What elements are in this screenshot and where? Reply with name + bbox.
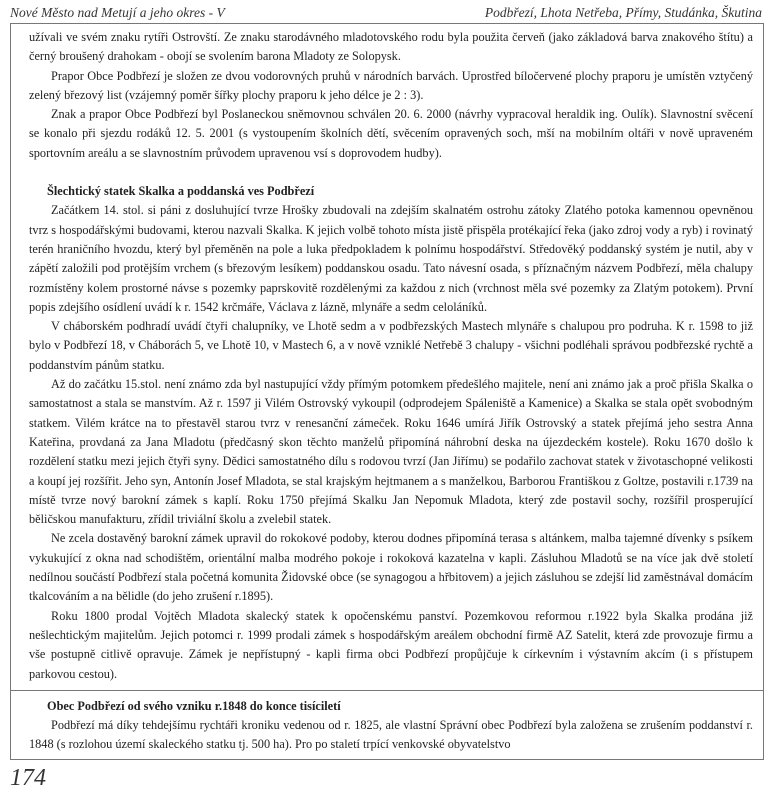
section-heading-skalka: Šlechtický statek Skalka a poddanská ves Podbřezí — [47, 184, 315, 199]
section-paragraph: Začátkem 14. stol. si páni z dosluhující tvrze Hrošky zbudovali na zdejším skalnatém ostrohu zátoky Zlatého potoka kamennou opevněnou tvrz s hospodářskými budovami, kterou nazvali Skalka. K jejich volbě tohoto místa jistě přispěla protékající řeka (jako zdroj vody a ryb) i rovinatý terén hraničního hvozdu, který byl přeměněn na pole a luka předpokladem k polnímu hospodářství. Středověký poddanský systém je nutil, aby v zápětí založili pod protějším vrchem (s březovým lesíkem) poddanskou osadu. Tato návesní osada, s příznačným názvem Podbřezí, měla chalupy rozmístěny kolem prostorné návse s pozemky paprskovitě rozdělenými za každou z nich (vrchnost měla své pozemky za Zlatým potokem). První popis zdejšího osídlení uvádí k r. 1542 krčmáře, Václava z lázně, mlynáře a sedm celoláníků. — [29, 203, 753, 314]
section-paragraph: V cháborském podhradí uvádí čtyři chalupníky, ve Lhotě sedm a v podbřezských Mastech mlynáře s chalupou pro podruha. K r. 1598 to již bylo v Podbřezí 18, v Cháborách 5, ve Lhotě 10, v Mastech 6, a v nově vzniklé Netřebě 3 chalupy - všichni podléhali správou podbřezské rychtě a poddanstvím pánům statku. — [29, 319, 753, 372]
section-heading-obec: Obec Podbřezí od svého vzniku r.1848 do konce tisíciletí — [47, 698, 341, 713]
running-header — [10, 3, 762, 23]
spacer — [29, 163, 753, 182]
header-book-title: Nové Město nad Metují a jeho okres - V — [10, 5, 225, 20]
section-paragraph: Ne zcela dostavěný barokní zámek upravil do rokokové podoby, kterou dodnes připomíná terasa s altánkem, malba tajemné dívenky s psíkem vykukující z okna nad schodištěm, orientální malba modrého pokoje i rokoková kazatelna v kapli. Zásluhou Mladotů se na více jak dvě století nedílnou součástí Podbřezí stala početná komunita Židovské obce (se synagogou a hřbitovem) a jejich zásluhou se zdejší lid zaměstnával domácím tkalcováním a na bělidle (do jeho zrušení r.1895). — [29, 531, 753, 604]
section-divider — [11, 690, 763, 691]
intro-paragraph: užívali ve svém znaku rytíři Ostrovští. Ze znaku starodávného mladotovského rodu byla použita červeň (jako základová barva znakového štítu) a černý broušený drahokam - obojí se svolením barona Mladoty ze Solopysk. — [29, 30, 753, 64]
section-paragraph: Roku 1800 prodal Vojtěch Mladota skalecký statek k opočenskému panství. Pozemkovou reformou r.1922 byla Skalka prodána již nešlechtickým majitelům. Jejich potomci r. 1999 prodali zámek s hospodářským areálem obchodní firmě AZ Satelit, která zde provozuje firmu a vše postupně citlivě opravuje. Zámek je nepřístupný - kapli firma obci Podbřezí propůjčuje k církevním i výstavním akcím (i s přístupem parkovou cestou). — [29, 608, 753, 681]
header-chapter-title: Podbřezí, Lhota Netřeba, Přímy, Studánka, Škutina — [484, 5, 762, 20]
section-paragraph: Až do začátku 15.stol. není známo zda byl nastupující vždy přímým potomkem předešlého majitele, není ani známo jak a proč přišla Skalka o samostatnost a stala se manstvím. Až r. 1597 ji Vilém Ostrovský vykoupil (odprodejem Spáleniště a Kamenice) a Skalka se stala opět svobodným statkem. Vilém krátce na to přestavěl starou tvrz v renesanční zámeček. Roku 1646 umírá Jiřík Ostrovský a statek přejímá jeho sestra Anna Kateřina, provdaná za Jana Mladotu (předčasný skon těchto manželů připomíná náhrobní deska na újezdeckém kostele). Roku 1670 došlo k rozdělení statku mezi jejich čtyři syny. Dědici samostatného dílu s rodovou tvrzí (Jan Jiřímu) se podařilo zachovat statek v životaschopné velikosti a koupí jej rozšířit. Jeho syn, Antonín Josef Mladota, se stal krajským hejtmanem a s manželkou, Barborou Františkou z Goltze, postavili r.1739 na místě tvrze nový barokní zámek s kaplí. Roku 1750 přejímá Skalku Jan Nepomuk Mladota, který zde postavil sochy, rozšířil prosperující běličskou manufakturu, zřídil triviální školu a zvelebil statek. — [29, 377, 753, 527]
intro-paragraph: Prapor Obce Podbřezí je složen ze dvou vodorovných pruhů v národních barvách. Uprostřed bíločervené plochy praporu je umístěn vztyčený zelený březový list (vzájemný poměr šířky plochy praporu k jeho délce je 2 : 3). — [29, 68, 753, 102]
page-content — [11, 24, 763, 755]
text-frame — [10, 23, 764, 760]
intro-paragraph: Znak a prapor Obce Podbřezí byl Poslaneckou sněmovnou schválen 20. 6. 2000 (návrhy vypracoval heraldik ing. Oulík). Slavnostní svěcení se konalo při sjezdu rodáků 12. 5. 2001 (s vystoupením školních dětí, svěcením opravených soch, mší na mobilním oltáři v nově upraveném sportovním areálu a se slavnostním průvodem upravenou vsí s doprovodem hudby). — [29, 107, 753, 160]
section-paragraph: Podbřezí má díky tehdejšímu rychtáři kroniku vedenou od r. 1825, ale vlastní Správní obec Podbřezí byla založena se zrušením poddanství r. 1848 (s rozlohou území skaleckého statku tj. 500 ha). Pro po staletí trpící venkovské obyvatelstvo — [29, 718, 753, 752]
page-number: 174 — [10, 765, 46, 791]
